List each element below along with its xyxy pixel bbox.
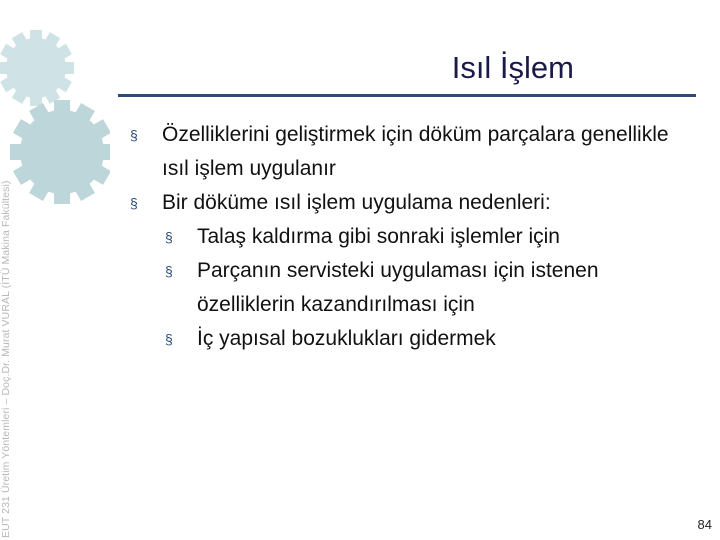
title-divider [118,94,696,97]
gear-icon [10,100,110,204]
bullet-text: Talaş kaldırma gibi sonraki işlemler için [197,225,560,248]
bullet-item [130,186,690,220]
sub-bullet-item [165,322,690,356]
bullet-text: İç yapısal bozuklukları gidermek [197,327,496,350]
bullet-marker: § [165,229,173,245]
bullet-marker: § [130,127,138,143]
slide-title: Isıl İşlem [451,50,574,85]
gear-icon [0,30,74,106]
sub-bullet-item [165,254,690,322]
page-number: 84 [697,517,712,532]
bullet-list [130,118,690,356]
sub-bullet-item [165,220,690,254]
bullet-marker: § [130,195,138,211]
side-footer-label: EUT 231 Üretim Yöntemleri – Doç.Dr. Murat VURAL (İTÜ Makina Fakültesi) [0,180,12,538]
bullet-text: Parçanın servisteki uygulaması için istenen özelliklerin kazandırılması için [197,259,599,316]
bullet-item [130,118,690,186]
bullet-text: Bir döküme ısıl işlem uygulama nedenleri: [162,191,551,214]
bullet-marker: § [165,263,173,279]
bullet-marker: § [165,331,173,347]
bullet-text: Özelliklerini geliştirmek için döküm parçalara genellikle ısıl işlem uygulanır [162,123,669,180]
gear-decoration [0,30,110,220]
